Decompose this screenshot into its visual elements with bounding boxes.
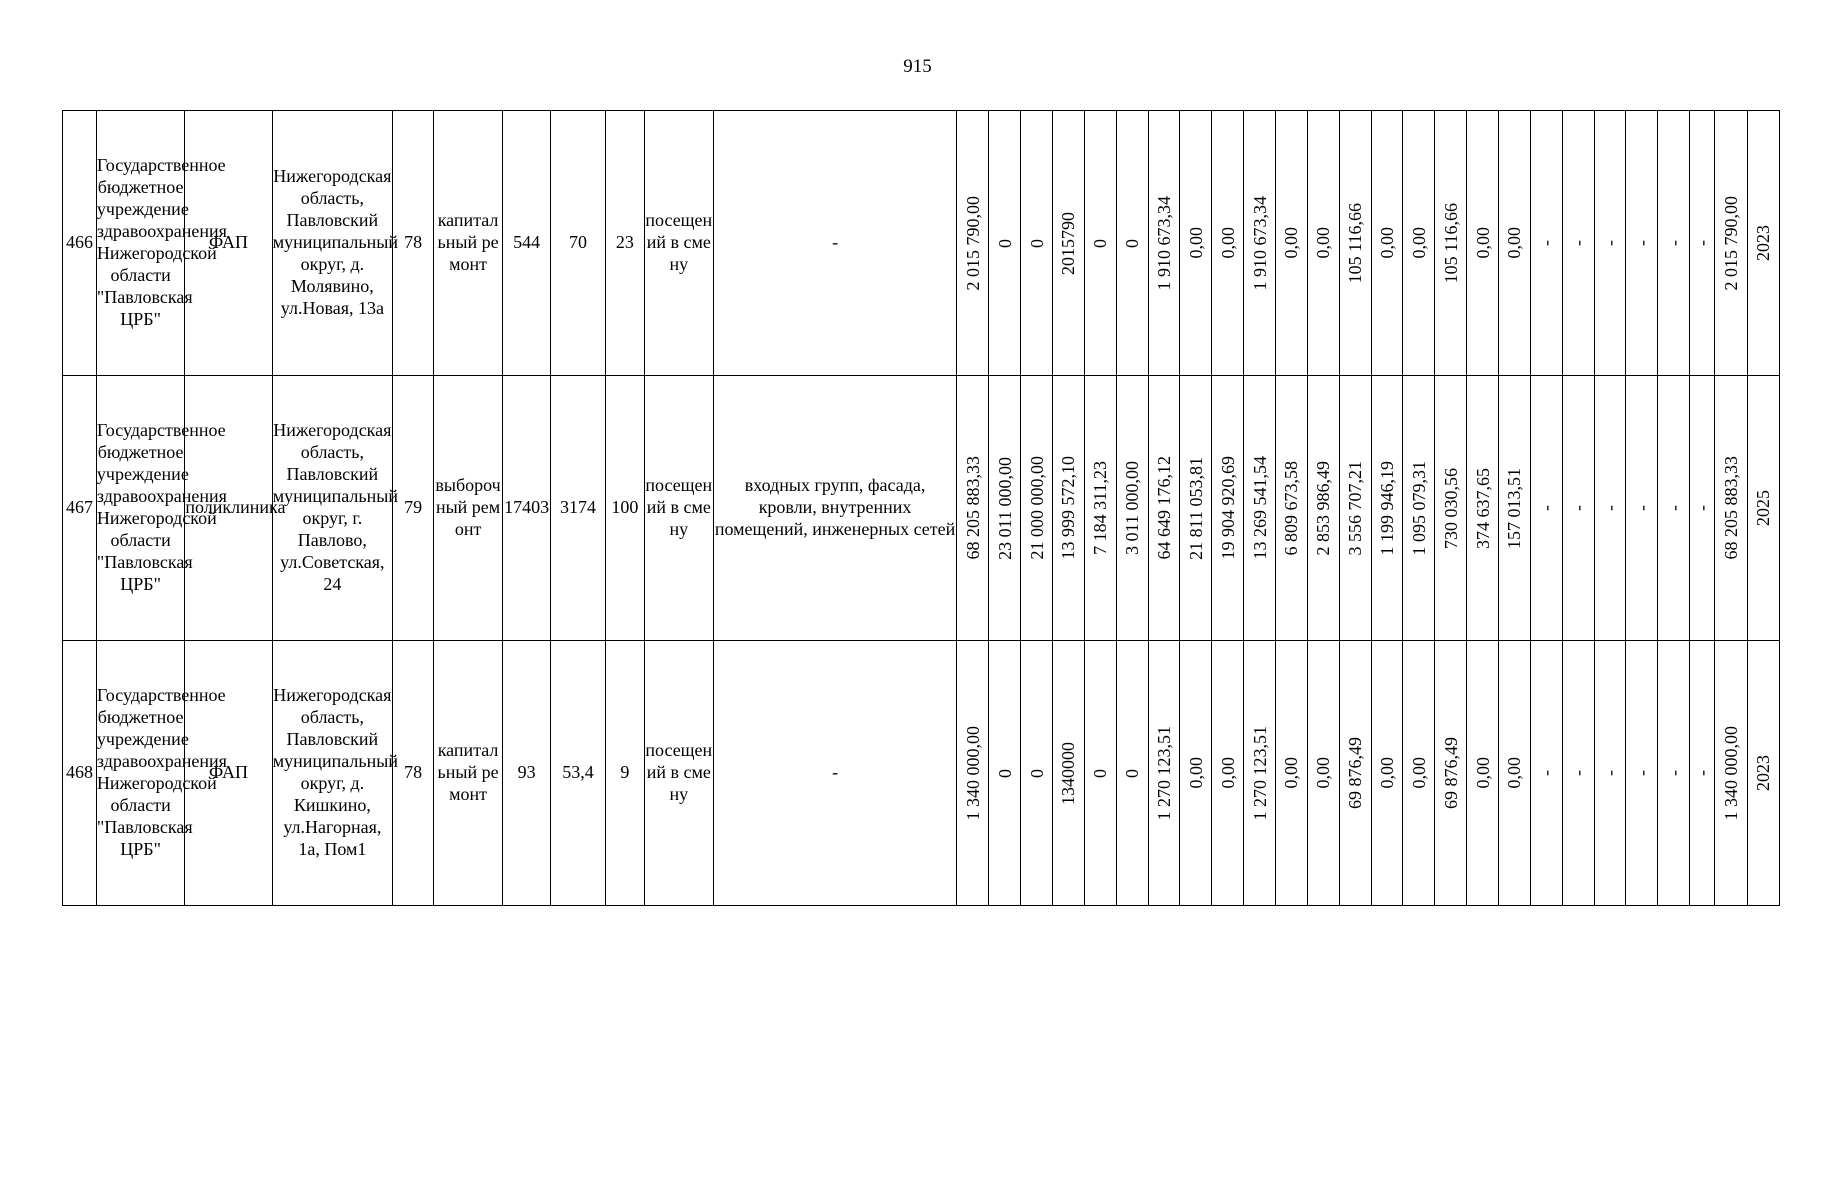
table-row (63, 641, 1780, 906)
organization-cell: Государственное бюджетное учреждение здравоохранения Нижегородской области "Павловская ЦРБ" (96, 641, 184, 906)
value-cell-text: 157 013,51 (1504, 467, 1525, 549)
row-index-cell: 468 (63, 641, 97, 906)
value-cell-text: 0 (1122, 768, 1143, 778)
area-cell: 93 (503, 641, 551, 906)
value-cell-text: 0,00 (1217, 227, 1238, 259)
value-cell (1084, 376, 1116, 641)
value-cell (1084, 111, 1116, 376)
value-cell-text: 0 (994, 238, 1015, 248)
value-cell (1530, 111, 1562, 376)
value-cell (1658, 641, 1690, 906)
staff-cell: 9 (605, 641, 644, 906)
value-cell-text: 68 205 883,33 (962, 456, 983, 560)
value-cell (1244, 111, 1276, 376)
address-cell: Нижегородская область, Павловский муниципальный округ, д. Кишкино, ул.Нагорная, 1а, Пом1 (272, 641, 392, 906)
value-cell (1594, 376, 1626, 641)
repair-type-cell: капитальный ремонт (434, 111, 503, 376)
value-cell-text: 0 (1026, 768, 1047, 778)
value-cell (1307, 641, 1339, 906)
value-cell (1690, 641, 1715, 906)
value-cell (1021, 111, 1053, 376)
value-cell-text: 2 015 790,00 (1720, 195, 1741, 291)
year-cell-text: 2025 (1753, 490, 1774, 526)
value-cell-text: 1 270 123,51 (1249, 725, 1270, 821)
value-cell (1052, 111, 1084, 376)
value-cell (1562, 111, 1594, 376)
value-cell (1562, 641, 1594, 906)
value-cell (1403, 111, 1435, 376)
value-cell (1339, 111, 1371, 376)
value-cell-text: - (1631, 240, 1652, 246)
value-cell-text: - (1568, 505, 1589, 511)
value-cell-text: 0,00 (1408, 757, 1429, 789)
year-cell-text: 2023 (1753, 755, 1774, 791)
value-cell-text: 0,00 (1376, 757, 1397, 789)
value-cell (1371, 111, 1403, 376)
unit-cell: посещений в смену (644, 111, 713, 376)
value-cell-text: 0 (1026, 238, 1047, 248)
repair-type-cell: капитальный ремонт (434, 641, 503, 906)
value-cell (1180, 641, 1212, 906)
staff-cell: 23 (605, 111, 644, 376)
value-cell (1626, 111, 1658, 376)
unit-cell: посещений в смену (644, 376, 713, 641)
value-cell (1467, 111, 1499, 376)
table-row (63, 111, 1780, 376)
value-cell-text: - (1600, 770, 1620, 776)
organization-cell: Государственное бюджетное учреждение здравоохранения Нижегородской области "Павловская ЦРБ" (96, 376, 184, 641)
value-cell (1275, 376, 1307, 641)
object-type-cell: ФАП (185, 111, 272, 376)
value-cell (1180, 111, 1212, 376)
value-cell-text: 0,00 (1504, 227, 1525, 259)
value-cell (1339, 641, 1371, 906)
value-cell-text: 3 556 707,21 (1345, 460, 1366, 556)
value-cell (1403, 641, 1435, 906)
value-cell (1307, 376, 1339, 641)
row-index-cell: 466 (63, 111, 97, 376)
value-cell (1658, 376, 1690, 641)
value-cell (1148, 641, 1180, 906)
value-cell-text: - (1691, 505, 1712, 511)
value-cell-text: 1 270 123,51 (1153, 725, 1174, 821)
value-cell-text: 374 637,65 (1472, 467, 1493, 549)
value-cell (1658, 111, 1690, 376)
value-cell (1530, 641, 1562, 906)
value-cell-text: - (1568, 240, 1589, 246)
value-cell (1212, 641, 1244, 906)
value-cell-text: 1340000 (1058, 741, 1079, 805)
value-cell-text: - (1600, 505, 1620, 511)
value-cell-text: 0,00 (1313, 757, 1334, 789)
capacity-cell: 70 (551, 111, 605, 376)
value-cell-text: 23 011 000,00 (994, 456, 1015, 560)
capacity-cell: 3174 (551, 376, 605, 641)
value-cell-text: 0,00 (1408, 227, 1429, 259)
value-cell (1116, 111, 1148, 376)
value-cell (1244, 641, 1276, 906)
value-cell-text: - (1663, 240, 1684, 246)
code-cell: 78 (393, 641, 434, 906)
value-cell-text: 7 184 311,23 (1090, 461, 1111, 555)
value-cell-text: 0,00 (1185, 227, 1206, 259)
value-cell-text: 1 910 673,34 (1153, 195, 1174, 291)
value-cell-text: 0,00 (1185, 757, 1206, 789)
object-type-cell: поликлиника (185, 376, 272, 641)
value-cell (1626, 641, 1658, 906)
value-cell-text: 21 000 000,00 (1026, 456, 1047, 560)
area-cell: 17403 (503, 376, 551, 641)
value-cell-text: 13 999 572,10 (1058, 456, 1079, 560)
value-cell (1371, 376, 1403, 641)
value-cell (1626, 376, 1658, 641)
value-cell (1594, 111, 1626, 376)
repair-type-cell: выборочный ремонт (434, 376, 503, 641)
value-cell (957, 641, 989, 906)
works-cell: входных групп, фасада, кровли, внутренних помещений, инженерных сетей (713, 376, 957, 641)
value-cell-text: 64 649 176,12 (1153, 456, 1174, 560)
value-cell (1084, 641, 1116, 906)
value-cell-text: 730 030,56 (1440, 467, 1461, 549)
value-cell (1148, 111, 1180, 376)
value-cell-text: - (1631, 505, 1652, 511)
value-cell-text: 13 269 541,54 (1249, 456, 1270, 560)
value-cell-text: 105 116,66 (1345, 202, 1366, 284)
value-cell (1435, 641, 1467, 906)
value-cell-text: 0,00 (1504, 757, 1525, 789)
staff-cell: 100 (605, 376, 644, 641)
value-cell-text: 69 876,49 (1345, 737, 1366, 809)
value-cell-text: 2 853 986,49 (1313, 460, 1334, 556)
value-cell-text: 2 015 790,00 (962, 195, 983, 291)
value-cell (989, 111, 1021, 376)
value-cell-text: 0 (1090, 238, 1111, 248)
value-cell-text: 1 095 079,31 (1408, 460, 1429, 556)
value-cell (1435, 111, 1467, 376)
address-cell: Нижегородская область, Павловский муниципальный округ, г. Павлово, ул.Советская, 24 (272, 376, 392, 641)
value-cell (1467, 641, 1499, 906)
works-cell: - (713, 111, 957, 376)
value-cell-text: - (1536, 770, 1557, 776)
year-cell (1747, 376, 1779, 641)
value-cell-text: - (1663, 505, 1684, 511)
value-cell (957, 111, 989, 376)
value-cell (1467, 376, 1499, 641)
value-cell (1714, 111, 1747, 376)
value-cell (1371, 641, 1403, 906)
value-cell (1021, 641, 1053, 906)
value-cell-text: - (1536, 505, 1557, 511)
value-cell (1594, 641, 1626, 906)
value-cell-text: - (1568, 770, 1589, 776)
value-cell-text: 69 876,49 (1440, 737, 1461, 809)
value-cell-text: - (1691, 770, 1712, 776)
value-cell-text: 0 (1090, 768, 1111, 778)
value-cell-text: 1 199 946,19 (1376, 460, 1397, 556)
value-cell (1180, 376, 1212, 641)
address-cell: Нижегородская область, Павловский муниципальный округ, д. Молявино, ул.Новая, 13а (272, 111, 392, 376)
value-cell-text: 0,00 (1217, 757, 1238, 789)
value-cell-text: - (1600, 240, 1620, 246)
value-cell (1339, 376, 1371, 641)
value-cell-text: 0,00 (1376, 227, 1397, 259)
value-cell-text: 68 205 883,33 (1720, 456, 1741, 560)
value-cell (989, 376, 1021, 641)
value-cell-text: 6 809 673,58 (1281, 460, 1302, 556)
value-cell-text: 21 811 053,81 (1185, 456, 1206, 560)
unit-cell: посещений в смену (644, 641, 713, 906)
value-cell-text: - (1536, 240, 1557, 246)
value-cell (1148, 376, 1180, 641)
value-cell (1052, 641, 1084, 906)
year-cell (1747, 641, 1779, 906)
value-cell-text: 2015790 (1058, 211, 1079, 275)
value-cell (1244, 376, 1276, 641)
value-cell-text: 1 340 000,00 (962, 725, 983, 821)
value-cell (1275, 641, 1307, 906)
value-cell (1052, 376, 1084, 641)
code-cell: 79 (393, 376, 434, 641)
value-cell-text: 0,00 (1281, 757, 1302, 789)
value-cell (1690, 376, 1715, 641)
registry-table (62, 110, 1780, 906)
year-cell-text: 2023 (1753, 225, 1774, 261)
value-cell (1690, 111, 1715, 376)
value-cell (1212, 111, 1244, 376)
value-cell (1499, 111, 1531, 376)
value-cell-text: - (1631, 770, 1652, 776)
value-cell-text: 1 910 673,34 (1249, 195, 1270, 291)
value-cell-text: - (1691, 240, 1712, 246)
value-cell-text: 0,00 (1472, 757, 1493, 789)
object-type-cell: ФАП (185, 641, 272, 906)
value-cell (957, 376, 989, 641)
table-row (63, 376, 1780, 641)
value-cell-text: 3 011 000,00 (1122, 461, 1143, 555)
value-cell (1530, 376, 1562, 641)
value-cell (1499, 376, 1531, 641)
organization-cell: Государственное бюджетное учреждение здравоохранения Нижегородской области "Павловская ЦРБ" (96, 111, 184, 376)
value-cell-text: 19 904 920,69 (1217, 456, 1238, 560)
value-cell (1116, 641, 1148, 906)
value-cell (989, 641, 1021, 906)
value-cell-text: 0,00 (1313, 227, 1334, 259)
value-cell (1403, 376, 1435, 641)
value-cell (1212, 376, 1244, 641)
value-cell-text: - (1663, 770, 1684, 776)
value-cell-text: 0,00 (1281, 227, 1302, 259)
capacity-cell: 53,4 (551, 641, 605, 906)
value-cell (1116, 376, 1148, 641)
works-cell: - (713, 641, 957, 906)
value-cell (1714, 641, 1747, 906)
value-cell (1562, 376, 1594, 641)
value-cell-text: 1 340 000,00 (1720, 725, 1741, 821)
value-cell-text: 0,00 (1472, 227, 1493, 259)
value-cell-text: 0 (994, 768, 1015, 778)
area-cell: 544 (503, 111, 551, 376)
code-cell: 78 (393, 111, 434, 376)
year-cell (1747, 111, 1779, 376)
value-cell (1714, 376, 1747, 641)
value-cell (1021, 376, 1053, 641)
value-cell (1499, 641, 1531, 906)
value-cell-text: 105 116,66 (1440, 202, 1461, 284)
value-cell-text: 0 (1122, 238, 1143, 248)
row-index-cell: 467 (63, 376, 97, 641)
value-cell (1275, 111, 1307, 376)
value-cell (1435, 376, 1467, 641)
value-cell (1307, 111, 1339, 376)
page-number: 915 (903, 56, 932, 77)
